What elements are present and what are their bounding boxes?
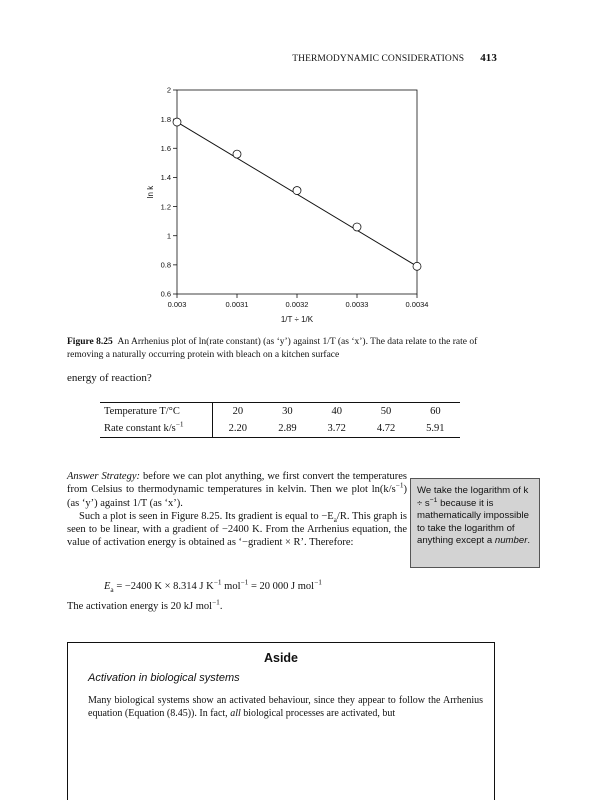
aside-body: Many biological systems show an activated behaviour, since they appear to follow the Arrhenius equation (Equation (8.45)). In fact, all biological processes are activated, but — [88, 695, 483, 720]
figure-caption-text: An Arrhenius plot of ln(rate constant) (as ‘y’) against 1/T (as ‘x’). The data relate to the rate of removing a naturally occurring protein with bleach on a kitchen surface — [67, 337, 478, 360]
running-head — [262, 52, 497, 64]
aside-title: Aside — [263, 651, 299, 665]
aside-box — [67, 642, 495, 800]
y-tick-label: 0.8 — [160, 260, 171, 270]
x-tick-label: 0.003 — [167, 300, 187, 309]
table-row-rate-constant — [100, 420, 460, 438]
table-cell: 60 — [411, 403, 460, 421]
y-tick-label: 1.8 — [160, 114, 171, 124]
answer-strategy-label: Answer Strategy: — [67, 471, 140, 482]
answer-text — [67, 470, 407, 550]
x-axis-label: 1/T ÷ 1/K — [280, 315, 314, 324]
data-point — [413, 262, 421, 270]
data-table — [100, 402, 460, 438]
table-cell: 5.91 — [411, 420, 460, 438]
table-cell: 40 — [312, 403, 361, 421]
table-cell: 50 — [361, 403, 410, 421]
temperature-header: Temperature T/°C — [100, 403, 213, 421]
table-cell: 30 — [263, 403, 312, 421]
y-tick-label: 1 — [166, 231, 171, 241]
question-end: energy of reaction? — [67, 372, 152, 384]
answer-paragraph-2: Such a plot is seen in Figure 8.25. Its gradient is equal to $-E_a/R$. This graph is seen to be linear, with a gradient of −2400 K. From the Arrhenius equation, the value of activation energy is obtained as ‘−gradient × R’. Therefore: — [67, 510, 407, 549]
x-tick-label: 0.0031 — [225, 300, 249, 309]
figure-caption — [67, 336, 497, 362]
table-cell: 2.89 — [263, 420, 312, 438]
data-point — [293, 187, 301, 195]
activation-energy-equation: $E_a = -2400$ K × 8.314 J $K^{-1}$ mol$^{-1}$ = 20 000 J mol$^{-1}$ — [104, 577, 322, 595]
margin-note: We take the logarithm of $k \div s^{-1}$ because it is mathematically impossible to take the logarithm of anything except a number. — [410, 478, 540, 568]
y-tick-label: 1.6 — [160, 143, 171, 153]
conclusion-text: The activation energy is 20 kJ mol$^{-1}$. — [67, 597, 223, 612]
table-row-temperature — [100, 403, 460, 421]
table-cell: 2.20 — [213, 420, 263, 438]
table-cell: 3.72 — [312, 420, 361, 438]
arrhenius-plot — [140, 80, 440, 328]
x-tick-label: 0.0033 — [345, 300, 369, 309]
rate-constant-header: Rate constant $k/s^{-1}$ — [100, 420, 213, 438]
answer-paragraph-1: Answer Strategy: before we can plot anything, we first convert the temperatures from Celsius to thermodynamic temperatures in kelvin. Then we plot $\ln(k/s^{-1})$ (as ‘y’) against 1/T (as ‘x’). — [67, 471, 407, 509]
y-axis-label: ln k — [146, 185, 155, 199]
x-tick-label: 0.0032 — [285, 300, 309, 309]
y-tick-label: 1.4 — [160, 173, 171, 183]
page-number: 413 — [480, 52, 497, 64]
y-tick-label: 0.6 — [160, 289, 171, 299]
figure-label: Figure 8.25 — [67, 337, 113, 347]
x-tick-label: 0.0034 — [405, 300, 429, 309]
y-tick-label: 1.2 — [160, 202, 171, 212]
y-tick-label: 2 — [166, 85, 171, 95]
data-point — [233, 150, 241, 158]
data-point — [173, 118, 181, 126]
table-cell: 4.72 — [361, 420, 410, 438]
data-point — [353, 223, 361, 231]
table-cell: 20 — [213, 403, 263, 421]
aside-subtitle: Activation in biological systems — [88, 672, 240, 684]
running-title: THERMODYNAMIC CONSIDERATIONS — [292, 54, 465, 64]
